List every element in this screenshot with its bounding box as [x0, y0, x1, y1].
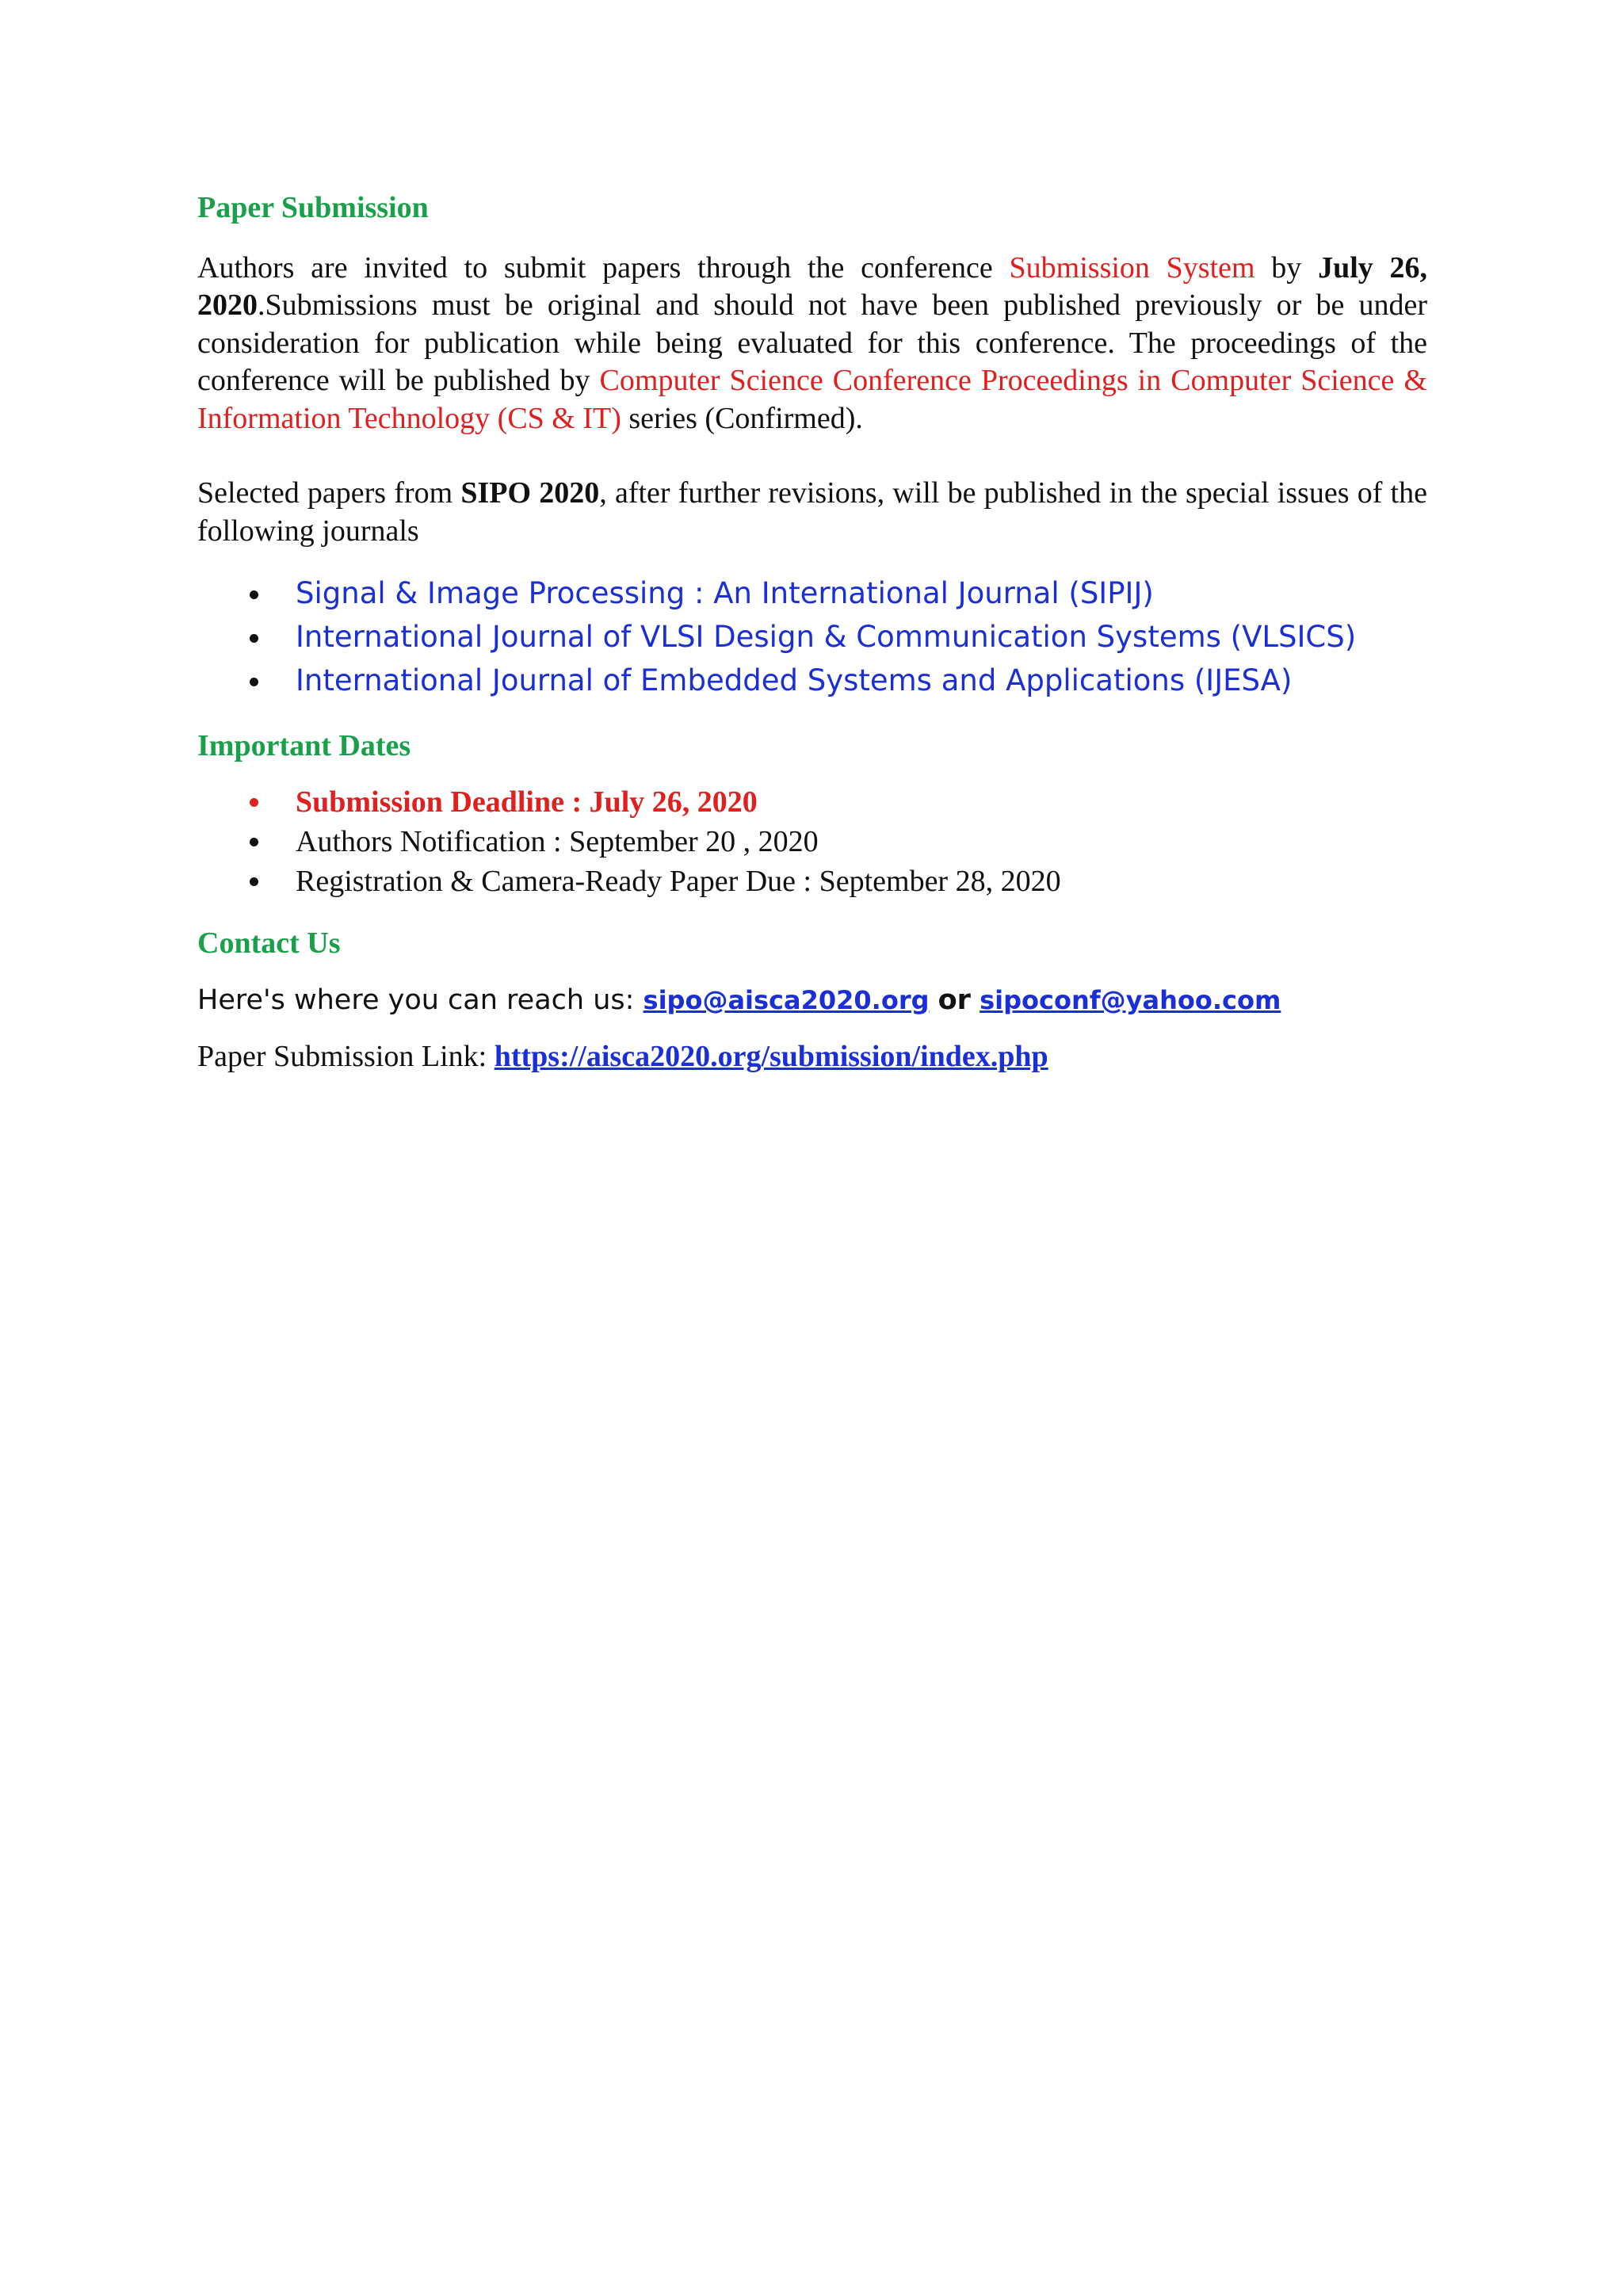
journal-item-sipij[interactable]	[197, 571, 1427, 615]
selected-text-2: , after further revisions, will be published in the special issues of the following journals	[197, 476, 1427, 548]
important-dates-heading: Important Dates	[197, 729, 411, 763]
bullet-icon	[250, 678, 258, 686]
paper-submission-heading: Paper Submission	[197, 191, 429, 224]
submission-url-link[interactable]: https://aisca2020.org/submission/index.php	[494, 1040, 1048, 1074]
date-item-text: Submission Deadline : July 26, 2020	[296, 785, 758, 819]
submission-text-2: by	[1254, 250, 1319, 285]
date-item-camera-ready	[197, 861, 1427, 901]
submission-date: July 26, 2020	[197, 250, 1427, 323]
bullet-icon	[250, 838, 258, 846]
email-link-sipoconf[interactable]: sipoconf@yahoo.com	[980, 985, 1281, 1016]
submission-text-3: .Submissions must be original and should not have been published previously or be under consideration for publication while being evaluated for this conference. The proceedings of the conference will be published by	[197, 288, 1427, 398]
journal-link[interactable]: Signal & Image Processing : An International Journal (SIPIJ)	[296, 576, 1154, 611]
submission-system-link[interactable]: Submission System	[1009, 250, 1255, 285]
journal-list	[197, 571, 1427, 702]
contact-text: Here's where you can reach us:	[197, 984, 643, 1017]
contact-or-text: or	[938, 984, 971, 1017]
submission-text-1: Authors are invited to submit papers through the conference	[197, 250, 1010, 285]
date-item-authors-notification	[197, 822, 1427, 861]
selected-text-1: Selected papers from	[197, 476, 461, 510]
submission-paragraph	[197, 250, 1427, 438]
contact-line	[197, 982, 1427, 1018]
journal-item-vlsics[interactable]	[197, 615, 1427, 659]
date-item-submission-deadline	[197, 782, 1427, 822]
date-item-text: Registration & Camera-Ready Paper Due : September 28, 2020	[296, 864, 1061, 898]
journal-link[interactable]: International Journal of Embedded Systems and Applications (IJESA)	[296, 663, 1293, 698]
bullet-icon	[250, 877, 258, 886]
date-item-text: Authors Notification : September 20 , 2020	[296, 824, 819, 858]
selected-papers-paragraph	[197, 475, 1427, 550]
document-content	[197, 190, 1427, 1075]
event-name: SIPO 2020	[460, 476, 600, 510]
journal-link[interactable]: International Journal of VLSI Design & Communication Systems (VLSICS)	[296, 620, 1357, 655]
contact-us-heading: Contact Us	[197, 926, 341, 960]
journal-item-ijesa[interactable]	[197, 659, 1427, 702]
proceedings-series-link[interactable]: Computer Science Conference Proceedings in Computer Science & Information Technology (CS & IT)	[197, 364, 1427, 435]
submission-text-4: series (Confirmed).	[621, 401, 863, 435]
submission-link-label: Paper Submission Link:	[197, 1040, 495, 1074]
submission-link-line	[197, 1038, 1427, 1075]
important-dates-list	[197, 782, 1427, 901]
bullet-icon	[250, 634, 258, 643]
email-link-sipo[interactable]: sipo@aisca2020.org	[643, 985, 930, 1016]
bullet-icon	[250, 798, 258, 807]
bullet-icon	[250, 590, 258, 599]
